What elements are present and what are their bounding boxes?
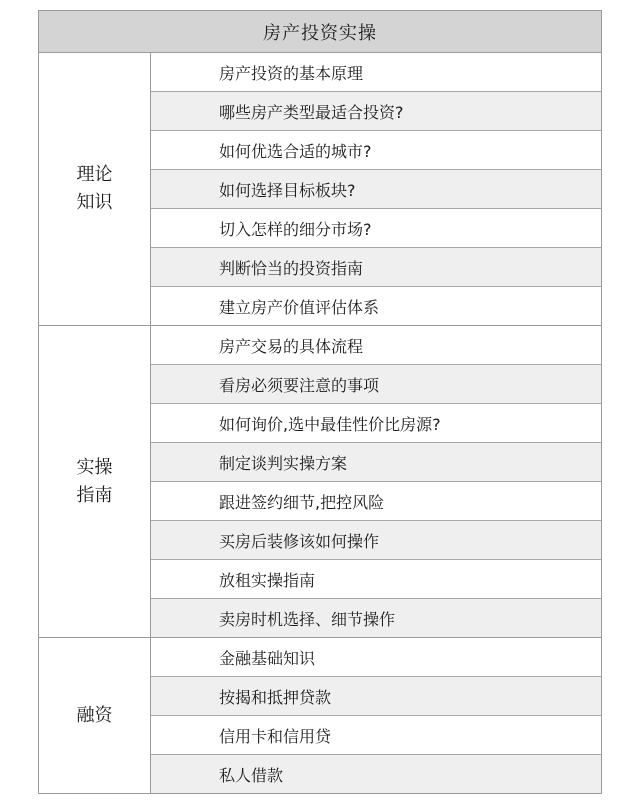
list-item: 如何询价,选中最佳性价比房源? xyxy=(151,404,601,443)
list-item: 判断恰当的投资指南 xyxy=(151,248,601,287)
list-item: 如何选择目标板块? xyxy=(151,170,601,209)
list-item: 信用卡和信用贷 xyxy=(151,716,601,755)
section-rows xyxy=(151,326,601,637)
list-item: 切入怎样的细分市场? xyxy=(151,209,601,248)
list-item: 制定谈判实操方案 xyxy=(151,443,601,482)
section-practice xyxy=(39,326,601,638)
list-item: 如何优选合适的城市? xyxy=(151,131,601,170)
list-item: 房产交易的具体流程 xyxy=(151,326,601,365)
list-item: 金融基础知识 xyxy=(151,638,601,677)
list-item: 卖房时机选择、细节操作 xyxy=(151,599,601,637)
list-item: 看房必须要注意的事项 xyxy=(151,365,601,404)
category-label: 理论 知识 xyxy=(39,53,151,325)
section-rows xyxy=(151,638,601,793)
category-label: 实操 指南 xyxy=(39,326,151,637)
list-item: 私人借款 xyxy=(151,755,601,793)
list-item: 放租实操指南 xyxy=(151,560,601,599)
category-label: 融资 xyxy=(39,638,151,793)
list-item: 建立房产价值评估体系 xyxy=(151,287,601,325)
list-item: 跟进签约细节,把控风险 xyxy=(151,482,601,521)
list-item: 哪些房产类型最适合投资? xyxy=(151,92,601,131)
table-title: 房产投资实操 xyxy=(39,11,601,53)
list-item: 按揭和抵押贷款 xyxy=(151,677,601,716)
course-table xyxy=(38,10,602,794)
list-item: 买房后装修该如何操作 xyxy=(151,521,601,560)
section-theory xyxy=(39,53,601,326)
section-rows xyxy=(151,53,601,325)
section-financing xyxy=(39,638,601,793)
list-item: 房产投资的基本原理 xyxy=(151,53,601,92)
